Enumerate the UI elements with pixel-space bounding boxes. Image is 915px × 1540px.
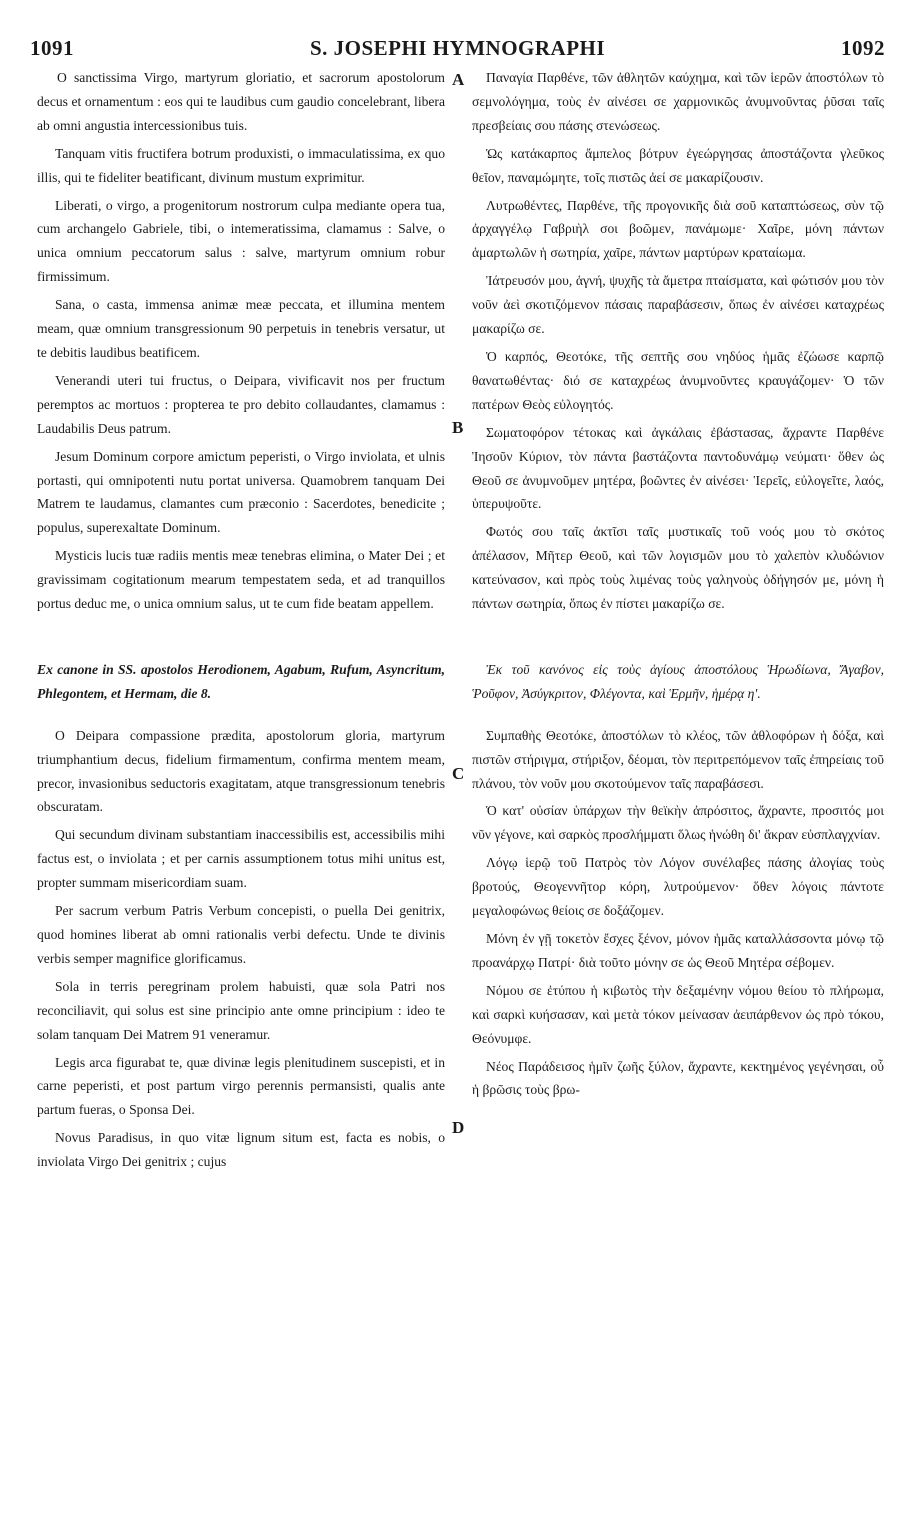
latin-paragraph: Tanquam vitis fructifera botrum produxisti, o immaculatissima, ex quo illis, qui te fideliter beatificant, divinum mustum exprimitur. (37, 145, 445, 185)
greek-paragraph: Συμπαθὴς Θεοτόκε, ἀποστόλων τὸ κλέος, τῶν ἀθλοφόρων ἡ δόξα, καὶ πιστῶν στήριγμα, στήριξον, δέομαι, τὸν περιτρεπόμενον ταῖς ἐπηρείαις τοῦ πλάνου, τὸν νοῦν μου σκοτούμενον ταῖς παραβάσεσι. (472, 727, 884, 791)
greek-paragraph: Ὡς κατάκαρπος ἄμπελος βότρυν ἐγεώργησας ἀποστάζοντα γλεῦκος θεῖον, παναμώμητε, τοῖς πιστῶς ἀεί σε μακαρίζουσιν. (472, 145, 884, 185)
running-header (30, 36, 885, 62)
margin-letter-d: D (452, 1118, 465, 1137)
greek-column (472, 66, 884, 1106)
latin-paragraph: Novus Paradisus, in quo vitæ lignum situm est, facta es nobis, o inviolata Virgo Dei genitrix ; cujus (37, 1130, 445, 1170)
latin-paragraph: O Deipara compassione prædita, apostolorum gloria, martyrum triumphantium decus, fidelium firmamentum, confirma mentem meam, precor, invasionibus seductoris exagitatam, atque transgressionum tenebris obscuratam. (37, 727, 445, 815)
margin-letter-b: B (452, 418, 464, 437)
greek-paragraph: Φωτός σου ταῖς ἀκτῖσι ταῖς μυστικαῖς τοῦ νοός μου τὸ σκότος ἀπέλασον, Μῆτερ Θεοῦ, καὶ τῶν λογισμῶν μου τὸ χαλεπὸν κλυδώνιον κατεύνασον, καὶ πρὸς τοὺς λιμένας τοὺς γαληνοὺς ὁδήγησόν με, μόνη ἡ πάντων σωτηρία, ὅπως ἐν πίστει μακαρίζω σε. (472, 524, 884, 612)
page-number-left: 1091 (30, 36, 74, 60)
greek-rubric: Ἐκ τοῦ κανόνος εἰς τοὺς ἁγίους ἀποστόλους Ἡρωδίωνα, Ἄγαβον, Ῥοῦφον, Ἀσύγκριτον, Φλέγοντα, καὶ Ἑρμῆν, ἡμέρᾳ η'. (472, 661, 884, 701)
latin-column (37, 66, 445, 1178)
latin-paragraph: O sanctissima Virgo, martyrum gloriatio, et sacrorum apostolorum decus et ornamentum : eos qui te laudibus cum gaudio concelebrant, libera ab omni angustia intercessionibus tuis. (37, 70, 445, 133)
greek-paragraph: Ἰάτρευσόν μου, ἁγνή, ψυχῆς τὰ ἄμετρα πταίσματα, καὶ φώτισόν μου τὸν νοῦν ἀεὶ σκοτιζόμενον πάσαις παραβάσεσιν, ὅπως ἐν αἰνέσει καταχρέως μακαρίζω σε. (472, 273, 884, 337)
latin-paragraph: Sola in terris peregrinam prolem habuisti, quæ sola Patri nos reconciliavit, qui solus est sine principio ante omne principium : ideo te solam tanquam Dei Matrem 91 veneramur. (37, 978, 445, 1042)
greek-paragraph: Παναγία Παρθένε, τῶν ἀθλητῶν καύχημα, καὶ τῶν ἱερῶν ἀποστόλων τὸ σεμνολόγημα, τοὺς ἐν αἰνέσει σε χαρμονικῶς ἀνυμνοῦντας ῥῦσαι ταῖς πρεσβείαις σου πάσης στενώσεως. (472, 70, 884, 133)
latin-rubric: Ex canone in SS. apostolos Herodionem, Agabum, Rufum, Asyncritum, Phlegontem, et Hermam, die 8. (37, 661, 445, 701)
latin-paragraph: Sana, o casta, immensa animæ meæ peccata, et illumina mentem meam, quæ omnium transgressionum 90 perpetuis in tenebris versatur, ut te debitis laudibus beatificem. (37, 297, 445, 360)
latin-paragraph: Venerandi uteri tui fructus, o Deipara, vivificavit nos per fructum peremptos ac mortuos : propterea te pro debito collaudantes, clamamus : Laudabilis Deus patrum. (37, 372, 445, 436)
greek-paragraph: Λόγῳ ἱερῷ τοῦ Πατρὸς τὸν Λόγον συνέλαβες πάσης ἀλογίας τοὺς βροτούς, Θεογεννῆτορ κόρη, λυτρούμενον· ὅθεν λόγοις πάντοτε μεγαλοφώνως θείοις σε δοξάζομεν. (472, 855, 884, 919)
latin-paragraph: Per sacrum verbum Patris Verbum concepisti, o puella Dei genitrix, quod homines liberat ab omni rationalis verbi defectu. Unde te divinis verbis semper magnifice glorificamus. (37, 903, 445, 966)
latin-paragraph: Mysticis lucis tuæ radiis mentis meæ tenebras elimina, o Mater Dei ; et gravissimam cogitationum mearum tempestatem seda, et ad tranquillos portus deduc me, o unica omnium salus, ut te cum fide beatam appellem. (37, 548, 445, 612)
latin-paragraph: Jesum Dominum corpore amictum peperisti, o Virgo inviolata, et ulnis portasti, qui omnipotenti nutu portat universa. Quamobrem tanquam Dei Matrem te laudamus, clamantes cum præconio : Sacerdotes, benedicite ; populus, superexaltate Dominum. (37, 448, 445, 536)
latin-paragraph: Liberati, o virgo, a progenitorum nostrorum culpa mediante opera tua, cum archangelo Gabriele, tibi, o intemeratissima, clamamus : Salve, o unica omnium peccatorum salus : salve, martyrum omnium robur firmissimum. (37, 197, 445, 285)
margin-letter-a: A (452, 70, 465, 89)
greek-paragraph: Ὁ καρπός, Θεοτόκε, τῆς σεπτῆς σου νηδύος ἡμᾶς ἐζώωσε καρπῷ θανατωθέντας· διό σε καταχρέως ἀνυμνοῦντες κραυγάζομεν· Ὁ τῶν πατέρων Θεὸς εὐλογητός. (472, 348, 884, 412)
greek-paragraph: Νόμου σε ἐτύπου ἡ κιβωτὸς τὴν δεξαμένην νόμου θείου τὸ πλήρωμα, καὶ σαρκὶ κυήσασαν, καὶ μετὰ τόκον μείνασαν ἀειπάρθενον ὡς πρὸ τόκου, Θεόνυμφε. (472, 982, 884, 1046)
greek-paragraph: Σωματοφόρον τέτοκας καὶ ἀγκάλαις ἐβάστασας, ἄχραντε Παρθένε Ἰησοῦν Κύριον, τὸν πάντα βαστάζοντα παντοδυνάμῳ νεύματι· ὅθεν ὡς Θεοῦ σε ἀνυμνοῦμεν μητέρα, βοῶντες ἐν αἰνέσει· Ἱερεῖς, εὐλογεῖτε, λαός, ὑπερυψοῦτε. (472, 424, 884, 512)
running-title: S. JOSEPHI HYMNOGRAPHI (309, 36, 606, 60)
greek-paragraph: Ὁ κατ' οὐσίαν ὑπάρχων τὴν θεϊκὴν ἀπρόσιτος, ἄχραντε, προσιτός μοι νῦν γέγονε, καὶ σαρκὸς προσλήμματι ὅλως ἡνώθη δι' ἄκραν εὐσπλαγχνίαν. (472, 803, 884, 843)
latin-paragraph: Legis arca figurabat te, quæ divinæ legis plenitudinem suscepisti, et in carne peperisti, et post partum virgo perennis permansisti, qualis ante partum fueras, o Sponsa Dei. (37, 1054, 445, 1118)
page-number-right: 1092 (841, 36, 885, 60)
greek-paragraph: Λυτρωθέντες, Παρθένε, τῆς προγονικῆς διὰ σοῦ καταπτώσεως, σὺν τῷ ἀρχαγγέλῳ Γαβριὴλ σοι βοῶμεν, πανάμωμε· Χαῖρε, μόνη πάντων ἁμαρτωλῶν ἡ σωτηρία, χαῖρε, πάντων μαρτύρων κραταίωμα. (472, 197, 884, 261)
greek-paragraph: Νέος Παράδεισος ἡμῖν ζωῆς ξύλον, ἄχραντε, κεκτημένος γεγένησαι, οὗ ἡ βρῶσις τοὺς βρω- (472, 1058, 884, 1098)
latin-paragraph: Qui secundum divinam substantiam inaccessibilis est, accessibilis mihi factus est, o inviolata ; et per carnis assumptionem totus mihi unitus est, propter summam misericordiam suam. (37, 827, 445, 891)
margin-letter-c: C (452, 764, 465, 783)
greek-paragraph: Μόνη ἐν γῇ τοκετὸν ἔσχες ξένον, μόνον ἡμᾶς καταλλάσσοντα μόνῳ τῷ προανάρχῳ Πατρί· διὰ τοῦτο μόνην σε ὡς Θεοῦ Μητέρα σέβομεν. (472, 931, 884, 970)
